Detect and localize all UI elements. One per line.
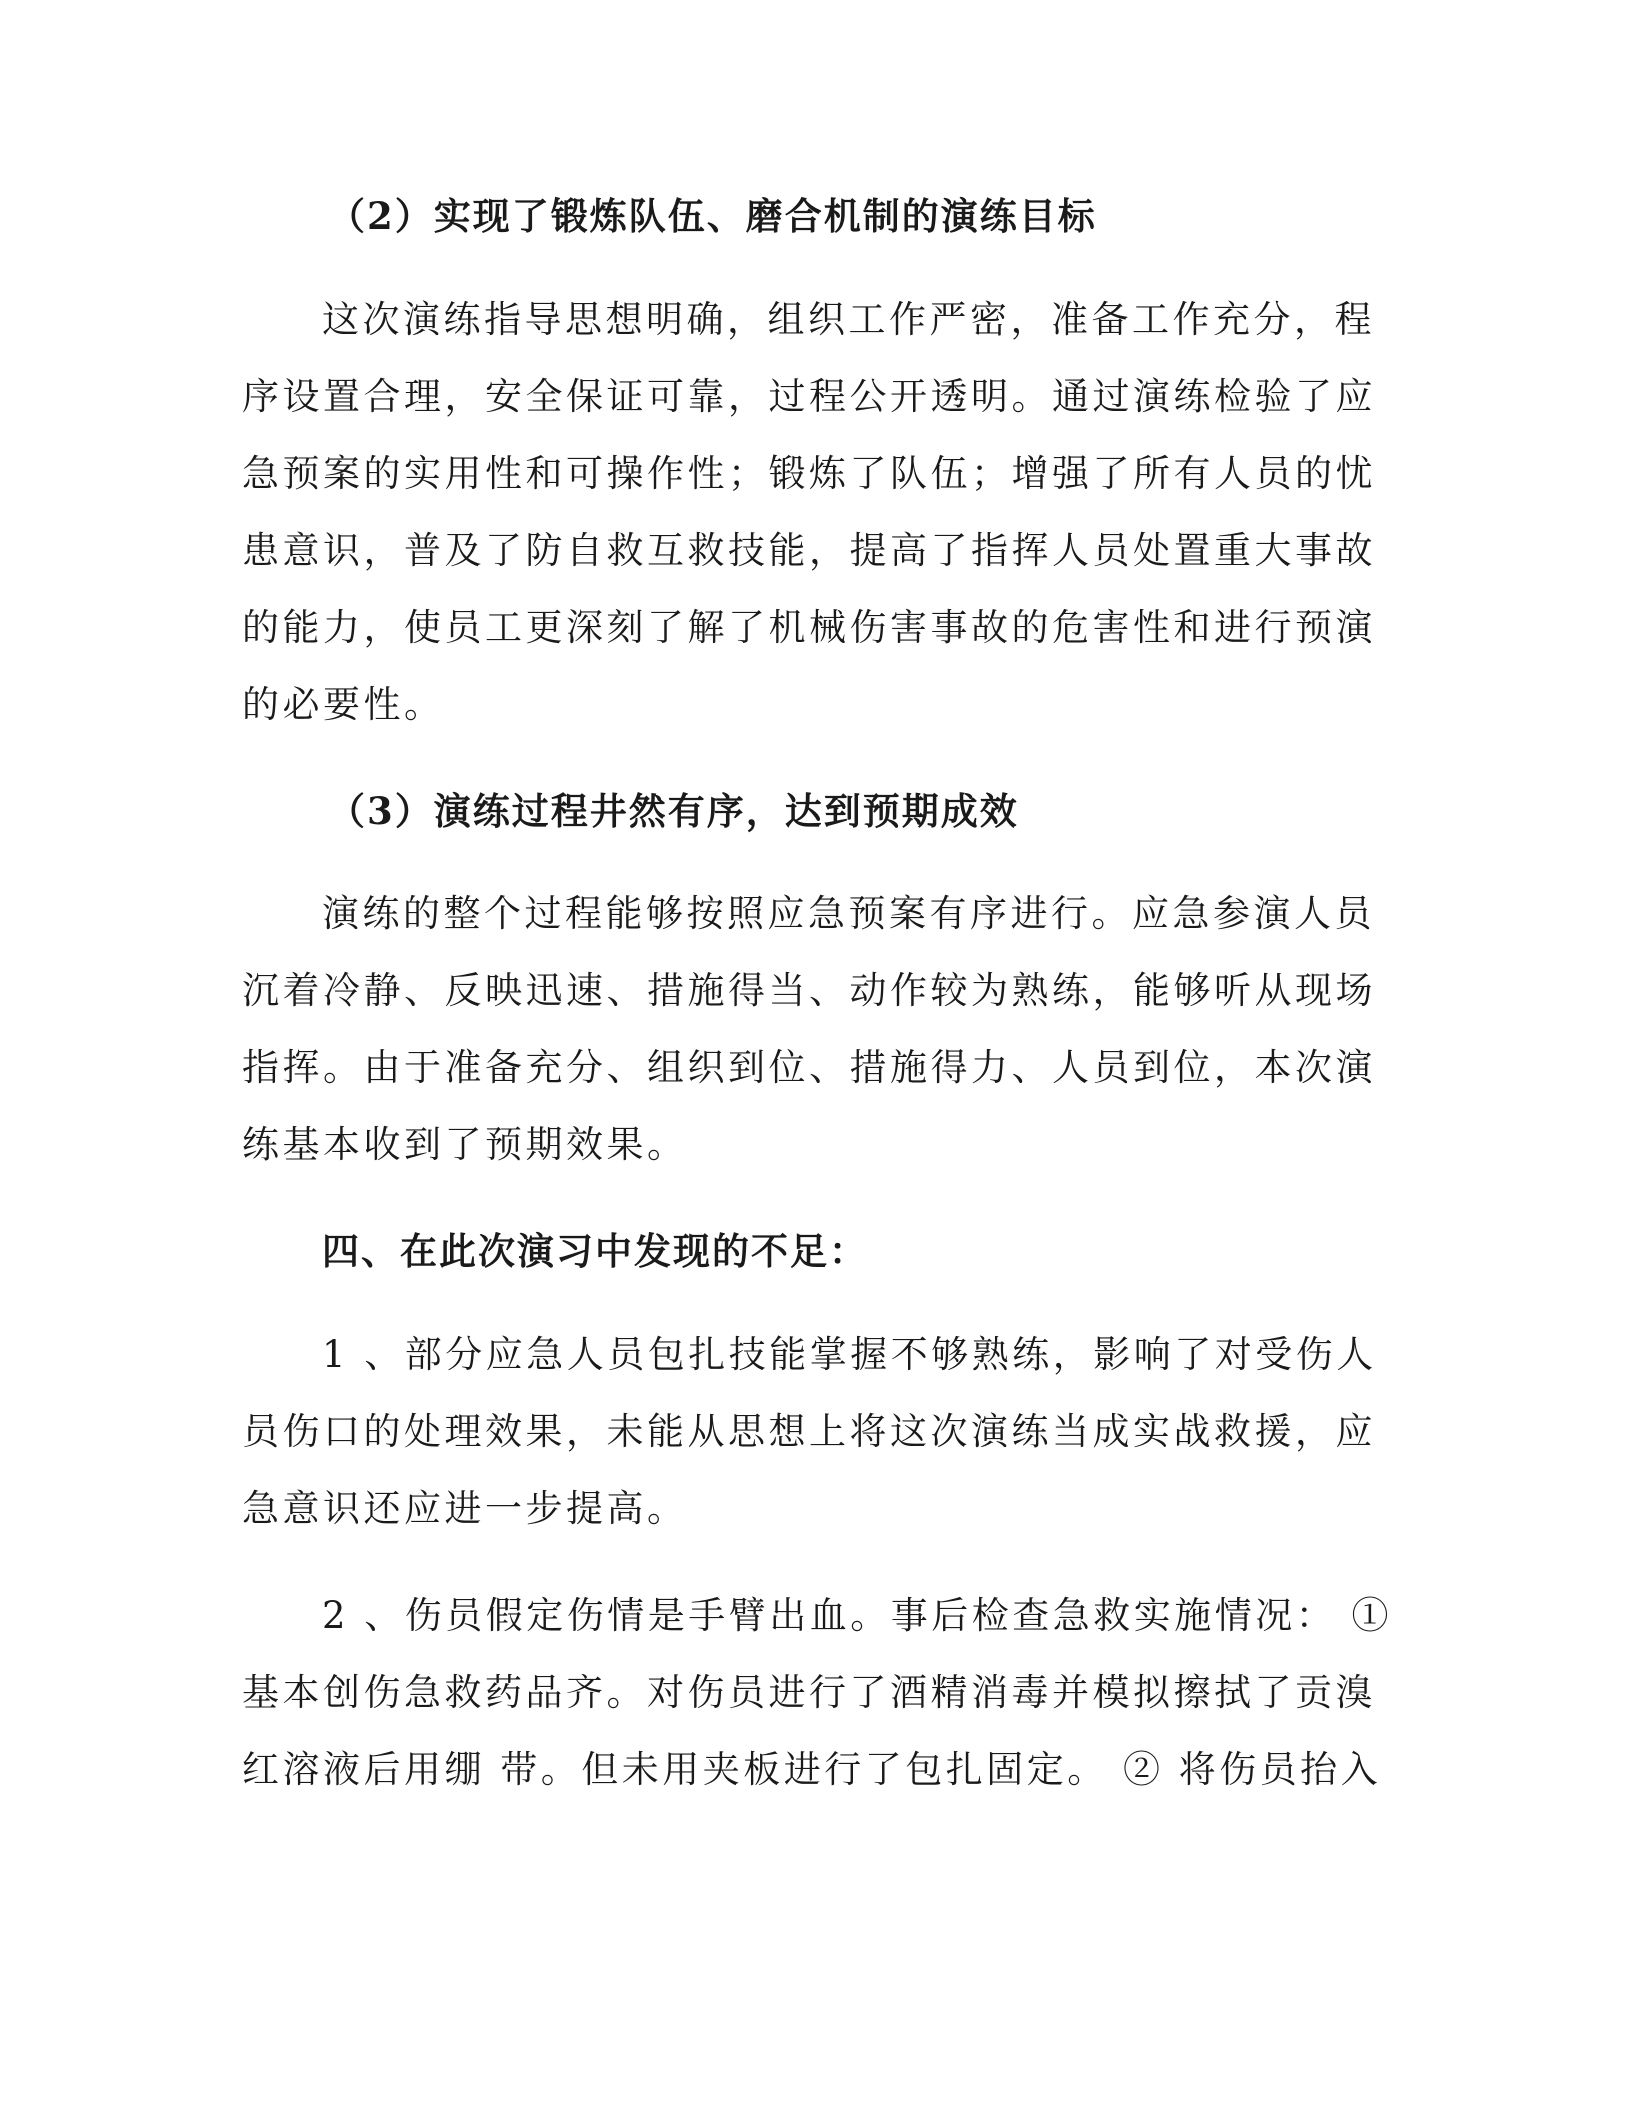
paragraph-line: 1 、部分应急人员包扎技能掌握不够熟练，影响了对受伤人 [322, 1333, 1377, 1376]
paragraph-line: 红溶液后用绷 带。但未用夹板进行了包扎固定。 ② 将伤员抬入 [242, 1748, 1382, 1791]
paragraph-line: 指挥。由于准备充分、组织到位、措施得力、人员到位，本次演 [242, 1046, 1376, 1089]
paragraph-line: 的必要性。 [242, 683, 445, 726]
paragraph-line: 演练的整个过程能够按照应急预案有序进行。应急参演人员 [322, 892, 1375, 935]
paragraph-line: 2 、伤员假定伤情是手臂出血。事后检查急救实施情况： ① [322, 1594, 1393, 1637]
paragraph-line: 员伤口的处理效果，未能从思想上将这次演练当成实战救援，应 [242, 1410, 1376, 1453]
paragraph-line: 急预案的实用性和可操作性；锻炼了队伍；增强了所有人员的忧 [242, 452, 1376, 495]
paragraph-line: 沉着冷静、反映迅速、措施得当、动作较为熟练，能够听从现场 [242, 969, 1376, 1012]
section-heading-4: 四、在此次演习中发现的不足： [322, 1229, 868, 1273]
paragraph-line: 急意识还应进一步提高。 [242, 1487, 688, 1530]
paragraph-line: 患意识，普及了防自救互救技能，提高了指挥人员处置重大事故 [242, 529, 1376, 572]
paragraph-line: 练基本收到了预期效果。 [242, 1123, 688, 1166]
paragraph-line: 基本创伤急救药品齐。对伤员进行了酒精消毒并模拟擦拭了贡溴 [242, 1671, 1376, 1714]
paragraph-line: 这次演练指导思想明确，组织工作严密，准备工作充分，程 [322, 298, 1375, 341]
section-heading-3: （3）演练过程井然有序，达到预期成效 [328, 789, 1019, 833]
paragraph-line: 的能力，使员工更深刻了解了机械伤害事故的危害性和进行预演 [242, 606, 1376, 649]
section-heading-2: （2）实现了锻炼队伍、磨合机制的演练目标 [328, 194, 1097, 238]
paragraph-line: 序设置合理，安全保证可靠，过程公开透明。通过演练检验了应 [242, 375, 1376, 418]
